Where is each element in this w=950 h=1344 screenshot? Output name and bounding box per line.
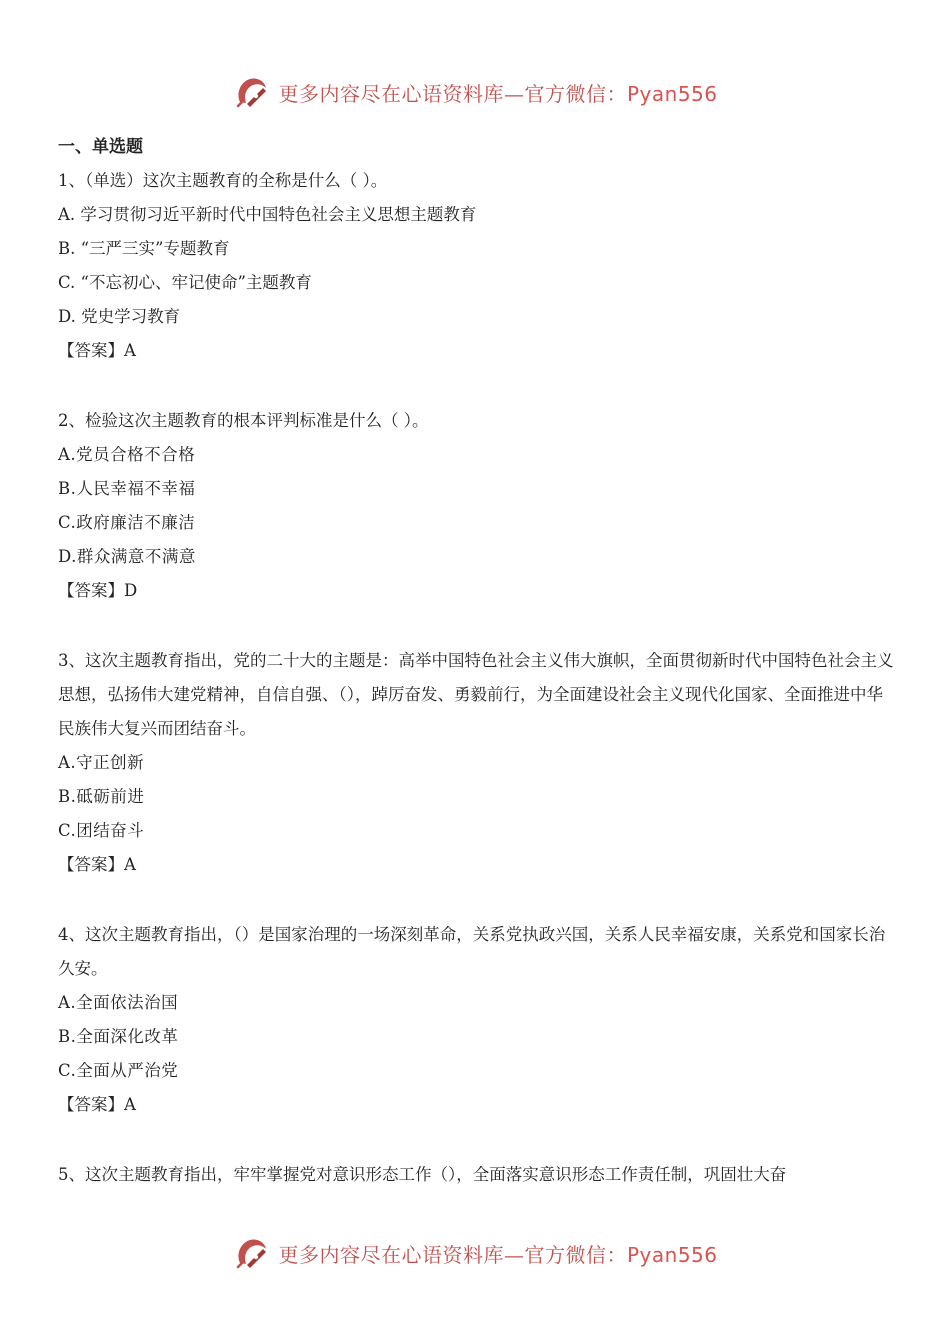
option-c: C. “不忘初心、牢记使命”主题教育 [58, 273, 312, 292]
header-banner [0, 70, 950, 114]
option-c: C.团结奋斗 [58, 821, 145, 840]
answer: 【答案】D [58, 581, 138, 600]
option-a: A.守正创新 [58, 753, 145, 772]
section-title: 一、单选题 [58, 137, 143, 157]
question-text: 1、（单选）这次主题教育的全称是什么（ ）。 [58, 171, 388, 190]
option-b: B.砥砺前进 [58, 787, 145, 806]
option-b: B.全面深化改革 [58, 1027, 179, 1046]
option-b: B.人民幸福不幸福 [58, 479, 196, 498]
option-a: A. 学习贯彻习近平新时代中国特色社会主义思想主题教育 [58, 205, 477, 224]
question-text: 5、这次主题教育指出，牢牢掌握党对意识形态工作（），全面落实意识形态工作责任制，巩固壮大奋 [58, 1165, 787, 1184]
option-c: C.全面从严治党 [58, 1061, 179, 1080]
pen-nib-logo-icon [232, 72, 272, 112]
question-3 [58, 644, 898, 882]
document-body [58, 134, 898, 1228]
banner-text: 更多内容尽在心语资料库—官方微信：Pyan556 [278, 1242, 718, 1267]
option-a: A.全面依法治国 [58, 993, 179, 1012]
question-text: 3、这次主题教育指出，党的二十大的主题是：高举中国特色社会主义伟大旗帜，全面贯彻新时代中国特色社会主义思想，弘扬伟大建党精神，自信自强、（），踔厉奋发、勇毅前行，为全面建设社会主义现代化国家、全面推进中华民族伟大复兴而团结奋斗。 [58, 651, 894, 738]
option-b: B. “三严三实”专题教育 [58, 239, 230, 258]
option-c: C.政府廉洁不廉洁 [58, 513, 196, 532]
question-text: 2、检验这次主题教育的根本评判标准是什么（ ）。 [58, 411, 429, 430]
answer: 【答案】A [58, 855, 136, 874]
option-d: D.群众满意不满意 [58, 547, 196, 566]
question-1 [58, 164, 898, 368]
question-4 [58, 918, 898, 1122]
pen-nib-logo-icon [232, 1233, 272, 1273]
answer: 【答案】A [58, 341, 136, 360]
option-a: A.党员合格不合格 [58, 445, 196, 464]
wechat-id: Pyan556 [626, 81, 718, 106]
banner-text: 更多内容尽在心语资料库—官方微信：Pyan556 [278, 81, 718, 106]
question-text: 4、这次主题教育指出，（）是国家治理的一场深刻革命，关系党执政兴国，关系人民幸福安康，关系党和国家长治久安。 [58, 925, 886, 978]
question-5 [58, 1158, 898, 1192]
footer-banner [0, 1231, 950, 1275]
option-d: D. 党史学习教育 [58, 307, 181, 326]
wechat-id: Pyan556 [626, 1242, 718, 1267]
answer: 【答案】A [58, 1095, 136, 1114]
question-2 [58, 404, 898, 608]
